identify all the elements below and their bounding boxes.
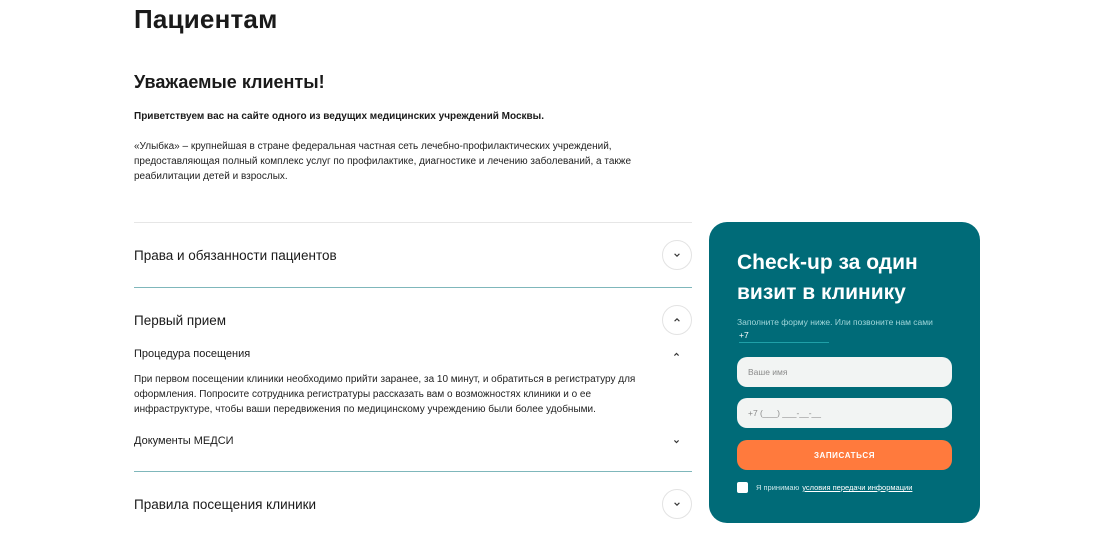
chevron-down-icon xyxy=(673,500,681,508)
submit-button[interactable]: ЗАПИСАТЬСЯ xyxy=(737,440,952,470)
chevron-down-icon xyxy=(673,251,681,259)
collapse-button[interactable] xyxy=(662,305,692,335)
consent-text: Я принимаю xyxy=(756,483,800,492)
accordion-header-first-visit[interactable] xyxy=(134,288,692,352)
accordion-section-first-visit xyxy=(134,287,692,447)
accordion-section-rights xyxy=(134,222,692,287)
consent-checkbox[interactable] xyxy=(737,482,748,493)
checkup-form-subtitle-text: Заполните форму ниже. Или позвоните нам сами xyxy=(737,317,933,327)
subitem-title: Процедура посещения xyxy=(134,348,251,360)
intro-paragraph: «Улыбка» – крупнейшая в стране федеральная частная сеть лечебно-профилактических учреждений, предоставляющая полный комплекс услуг по профилактике, диагностике и лечению заболеваний, а также реабилитации детей и взрослых. xyxy=(134,141,632,182)
subitem-title: Документы МЕДСИ xyxy=(134,435,234,447)
expand-button[interactable] xyxy=(662,489,692,519)
chevron-up-icon xyxy=(673,351,680,358)
accordion-title: Правила посещения клиники xyxy=(134,496,317,512)
subitem-visit-procedure[interactable] xyxy=(134,348,692,360)
page-title: Пациентам xyxy=(134,4,278,34)
consent-terms-link[interactable]: условия передачи информации xyxy=(802,483,913,492)
subitem-medsi-documents[interactable] xyxy=(134,435,692,447)
accordion-header-clinic-rules[interactable] xyxy=(134,472,692,536)
consent-row xyxy=(737,482,952,493)
intro-lead: Приветствуем вас на сайте одного из ведущих медицинских учреждений Москвы. xyxy=(134,111,544,122)
phone-input[interactable] xyxy=(737,398,952,428)
expand-button[interactable] xyxy=(662,240,692,270)
chevron-up-icon xyxy=(673,316,681,324)
accordion-title: Первый прием xyxy=(134,312,227,328)
checkup-form-title: Check-up за один визит в клинику xyxy=(737,251,918,304)
chevron-down-icon xyxy=(673,438,680,445)
name-input[interactable] xyxy=(737,357,952,387)
checkup-form-subtitle xyxy=(737,316,952,343)
accordion-title: Права и обязанности пациентов xyxy=(134,247,337,263)
info-accordion xyxy=(134,222,692,536)
checkup-form-panel xyxy=(709,222,980,523)
subitem-body: При первом посещении клиники необходимо прийти заранее, за 10 минут, и обратиться в регистратуру для оформления. Попросите сотрудника регистратуры рассказать вам о возможностях клиники и о ее инфраструктуре, чтобы ваши передвижения по медицинскому учреждению были более удобными. xyxy=(134,374,636,415)
greeting-heading: Уважаемые клиенты! xyxy=(134,72,325,92)
phone-link[interactable]: +7 xyxy=(739,329,829,343)
accordion-section-clinic-rules xyxy=(134,471,692,536)
accordion-header-rights[interactable] xyxy=(134,223,692,287)
